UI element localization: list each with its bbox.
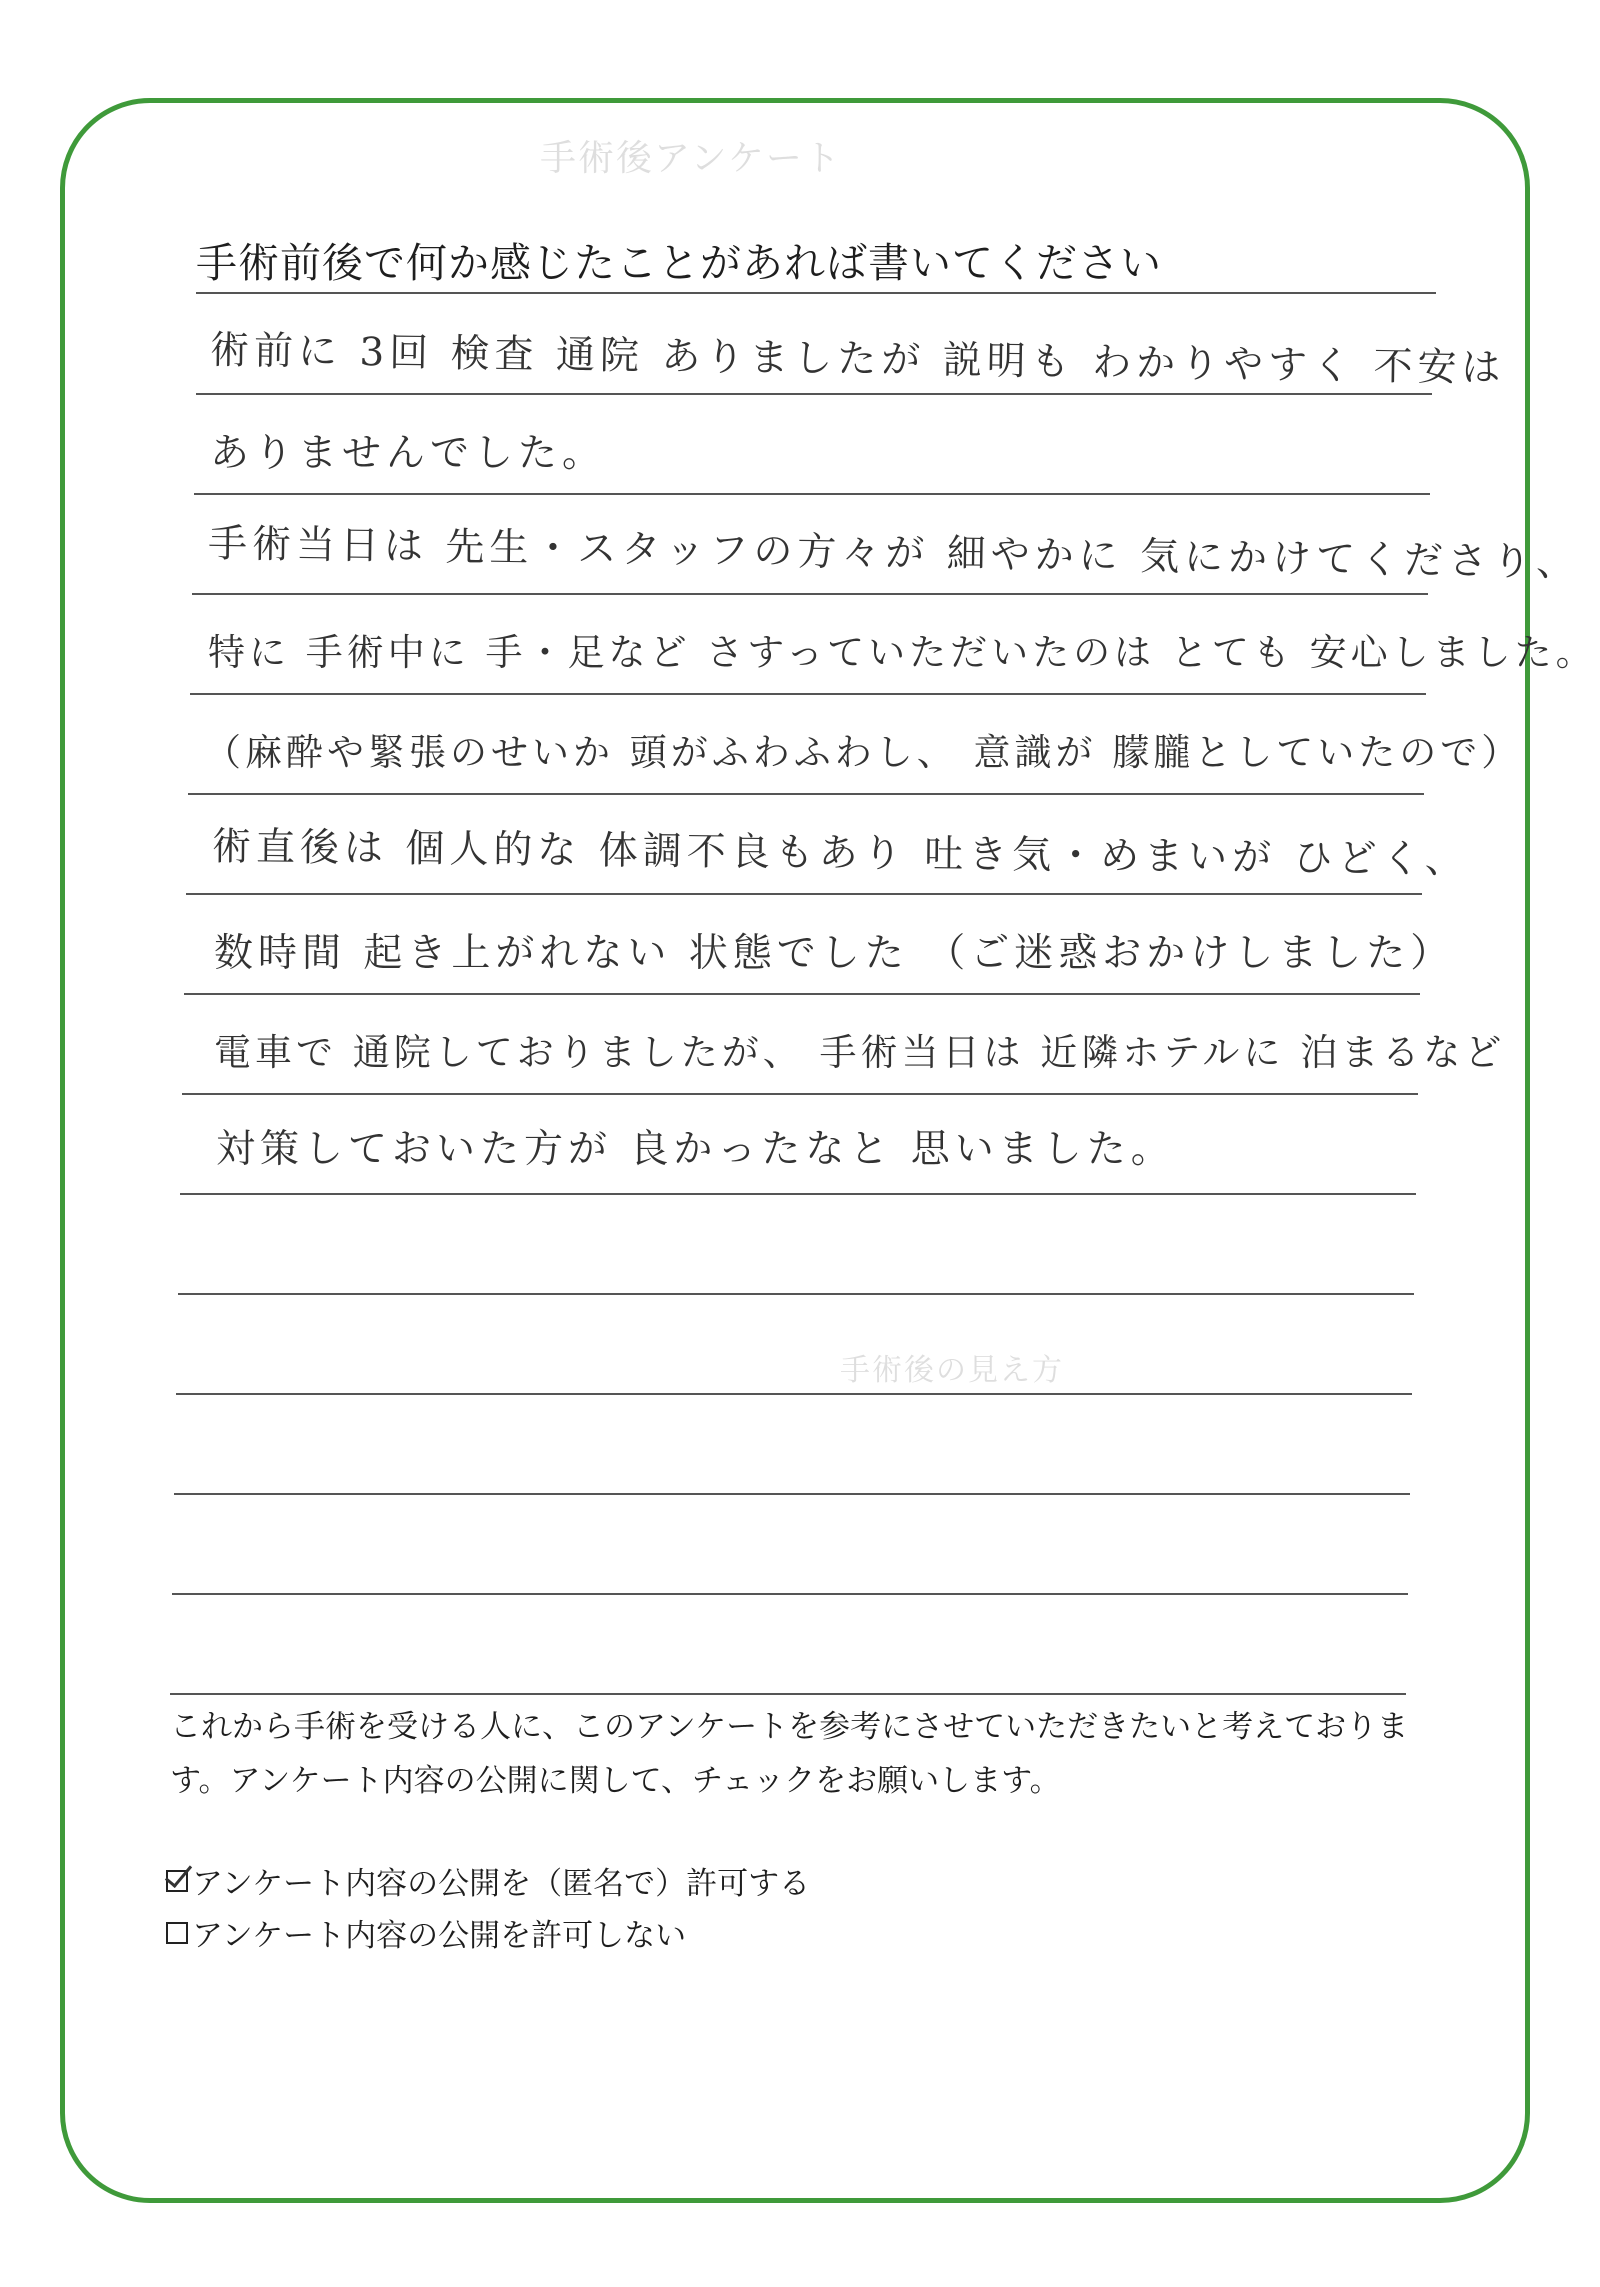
question-heading: 手術前後で何か感じたことがあれば書いてください [196,239,1162,287]
handwritten-answer-line: （麻酔や緊張のせいか 頭がふわふわし、 意識が 朦朧としていたので） [204,731,1523,774]
answer-rule [190,693,1426,695]
answer-rule [176,1393,1412,1395]
handwritten-answer-line: 電車で 通院しておりましたが、 手術当日は 近隣ホテルに 泊まるなど [214,1031,1506,1074]
show-through-text: 手術後の見え方 [840,1353,1064,1388]
answer-rule [174,1493,1410,1495]
answer-rule [192,593,1428,595]
answer-rule [188,793,1424,795]
handwritten-answer-line: 数時間 起き上がれない 状態でした （ご迷惑おかけしました） [214,931,1455,976]
handwritten-answer-line: 対策しておいた方が 良かったなと 思いました。 [216,1127,1175,1172]
checkbox-checked-icon[interactable] [166,1870,188,1892]
publication-notice: これから手術を受ける人に、このアンケートを参考にさせていただきたいと考えております。アンケート内容の公開に関して、チェックをお願いします。 [170,1709,1409,1799]
handwritten-answer-line: 特に 手術中に 手・足など さすっていただいたのは とても 安心しました。 [208,631,1597,674]
answer-rule [172,1593,1408,1595]
show-through-title: 手術後アンケート [540,138,842,179]
handwritten-answer-line: 手術当日は 先生・スタッフの方々が 細やかに 気にかけてくださり、 [207,521,1581,586]
handwritten-answer-line: 術前に 3回 検査 通院 ありましたが 説明も わかりやすく 不安は [209,327,1506,392]
option-label: アンケート内容の公開を（匿名で）許可する [192,1866,811,1902]
handwritten-answer-line: ありませんでした。 [210,431,607,476]
answer-rule [180,1193,1416,1195]
checkbox-empty-icon[interactable] [166,1922,188,1944]
option-disallow[interactable] [166,1910,686,1955]
heading-rule [196,292,1436,294]
answer-rule [194,493,1430,495]
answer-rule [178,1293,1414,1295]
option-allow-anonymous[interactable] [166,1858,810,1903]
option-label: アンケート内容の公開を許可しない [192,1918,687,1954]
answer-rule [196,393,1432,395]
handwritten-answer-line: 術直後は 個人的な 体調不良もあり 吐き気・めまいが ひどく、 [211,824,1469,883]
answer-rule [170,1693,1406,1695]
answer-rule [184,993,1420,995]
answer-rule [186,893,1422,895]
answer-rule [182,1093,1418,1095]
